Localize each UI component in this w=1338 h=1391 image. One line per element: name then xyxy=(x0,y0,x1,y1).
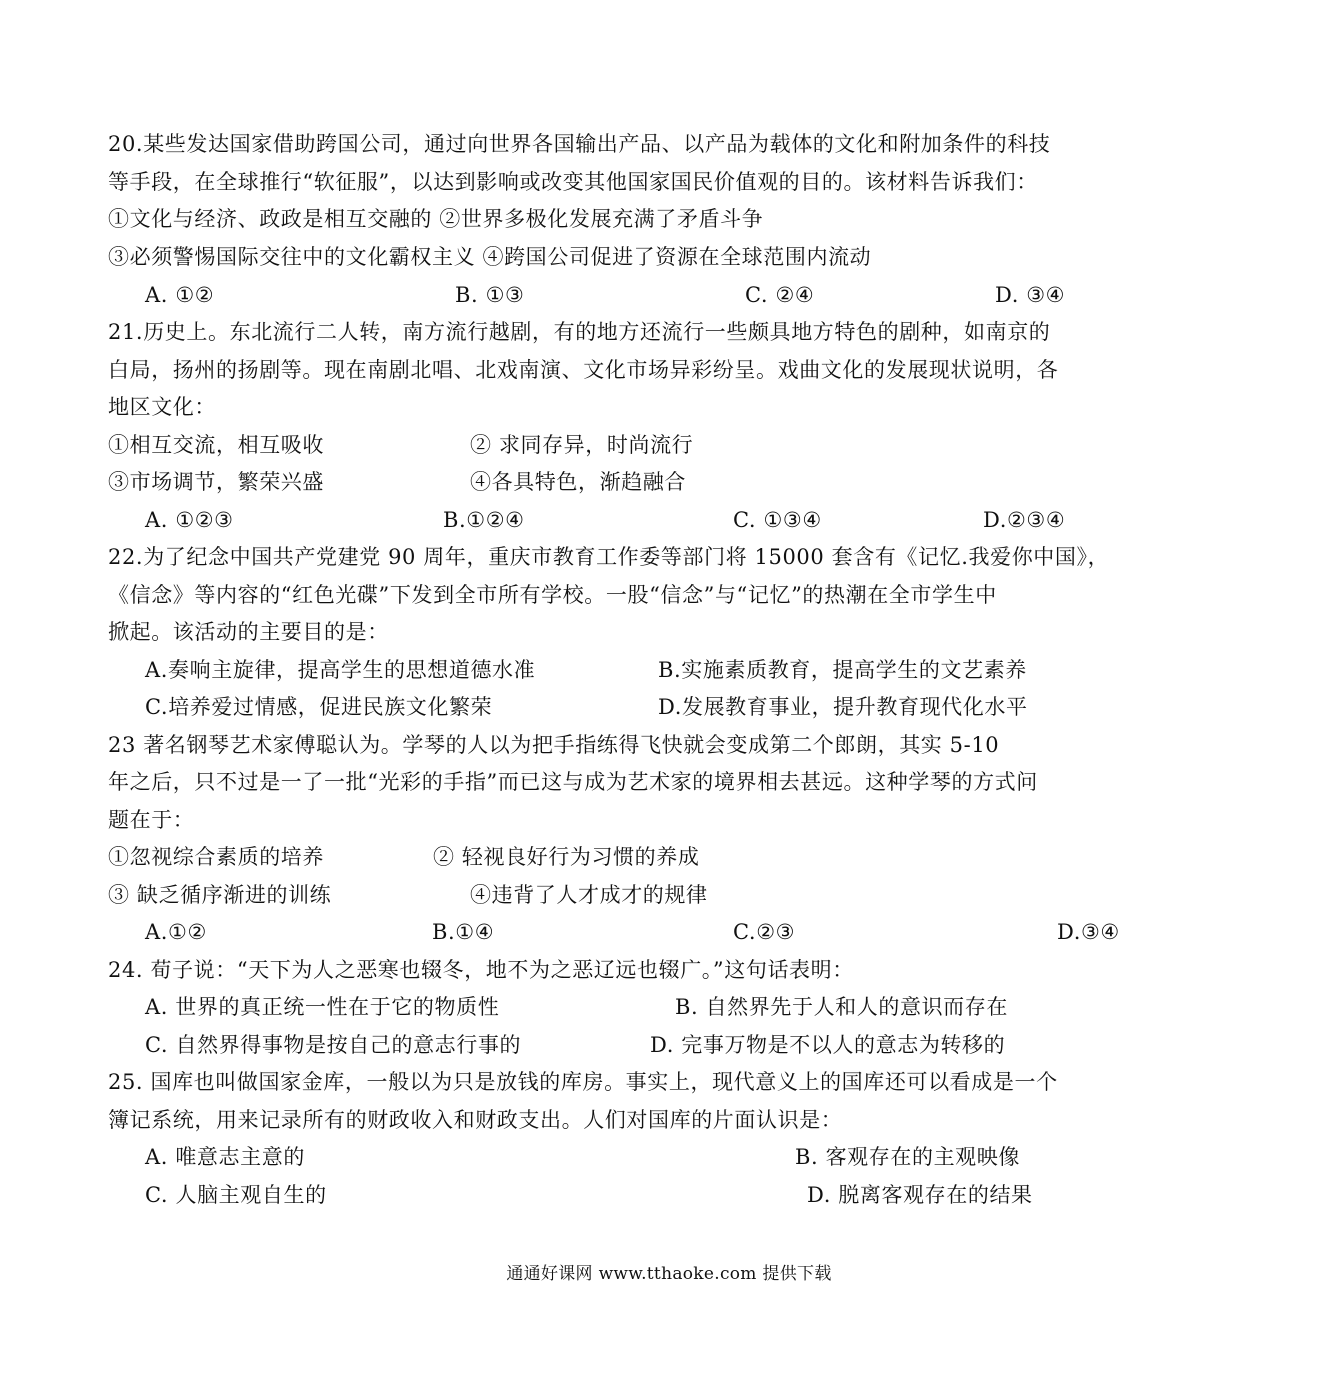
q21-choice-1: ①相互交流，相互吸收 xyxy=(108,433,324,457)
q22-option-a: A.奏响主旋律，提高学生的思想道德水准 xyxy=(145,658,536,682)
q21-stem-line-1: 21.历史上。东北流行二人转，南方流行越剧，有的地方还流行一些颇具地方特色的剧种，如南京的 xyxy=(108,320,1051,344)
q23-choice-4: ④违背了人才成才的规律 xyxy=(470,883,708,907)
q24-option-d: D. 完事万物是不以人的意志为转移的 xyxy=(650,1033,1006,1057)
q20-stem-line-2: 等手段，在全球推行“软征服”，以达到影响或改变其他国家国民价值观的目的。该材料告诉我们： xyxy=(108,170,1038,194)
q24-stem-line-1: 24. 荀子说：“天下为人之恶寒也辍冬，地不为之恶辽远也辍广。”这句话表明： xyxy=(108,958,854,982)
q20-option-a: A. ①② xyxy=(145,283,215,307)
q23-option-b: B.①④ xyxy=(432,920,495,944)
q20-stem-line-4: ③必须警惕国际交往中的文化霸权主义 ④跨国公司促进了资源在全球范围内流动 xyxy=(108,245,872,269)
q23-option-a: A.①② xyxy=(145,920,207,944)
q25-option-c: C. 人脑主观自生的 xyxy=(145,1183,327,1207)
q22-stem-line-2: 《信念》等内容的“红色光碟”下发到全市所有学校。一股“信念”与“记忆”的热潮在全市学生中 xyxy=(108,583,997,607)
q20-stem-line-1: 20.某些发达国家借助跨国公司，通过向世界各国输出产品、以产品为载体的文化和附加条件的科技 xyxy=(108,132,1051,156)
q25-option-b: B. 客观存在的主观映像 xyxy=(795,1145,1020,1169)
q22-option-d: D.发展教育事业，提升教育现代化水平 xyxy=(658,695,1028,719)
q21-option-c: C. ①③④ xyxy=(733,508,822,532)
q23-stem-line-2: 年之后，只不过是一了一批“光彩的手指”而已这与成为艺术家的境界相去甚远。这种学琴的方式问 xyxy=(108,770,1038,794)
q22-option-b: B.实施素质教育，提高学生的文艺素养 xyxy=(658,658,1027,682)
q21-option-b: B.①②④ xyxy=(443,508,525,532)
q24-option-c: C. 自然界得事物是按自己的意志行事的 xyxy=(145,1033,522,1057)
q23-stem-line-1: 23 著名钢琴艺术家傅聪认为。学琴的人以为把手指练得飞快就会变成第二个郎朗，其实 5-10 xyxy=(108,733,1000,757)
q22-stem-line-3: 掀起。该活动的主要目的是： xyxy=(108,620,389,644)
q23-option-c: C.②③ xyxy=(733,920,796,944)
q20-option-d: D. ③④ xyxy=(995,283,1066,307)
q21-choice-3: ③市场调节，繁荣兴盛 xyxy=(108,470,324,494)
q20-option-b: B. ①③ xyxy=(455,283,525,307)
q25-stem-line-1: 25. 国库也叫做国家金库，一般以为只是放钱的库房。事实上，现代意义上的国库还可以看成是一个 xyxy=(108,1070,1058,1094)
q21-option-a: A. ①②③ xyxy=(145,508,234,532)
q22-option-c: C.培养爱过情感，促进民族文化繁荣 xyxy=(145,695,493,719)
q20-stem-line-3: ①文化与经济、政政是相互交融的 ②世界多极化发展充满了矛盾斗争 xyxy=(108,207,764,231)
q23-choice-1: ①忽视综合素质的培养 xyxy=(108,845,324,869)
q23-choice-2: ② 轻视良好行为习惯的养成 xyxy=(433,845,700,869)
q21-choice-2: ② 求同存异，时尚流行 xyxy=(470,433,694,457)
q23-option-d: D.③④ xyxy=(1057,920,1120,944)
q20-option-c: C. ②④ xyxy=(745,283,815,307)
q25-option-d: D. 脱离客观存在的结果 xyxy=(807,1183,1033,1207)
q21-option-d: D.②③④ xyxy=(983,508,1066,532)
q21-stem-line-2: 白局，扬州的扬剧等。现在南剧北唱、北戏南演、文化市场异彩纷呈。戏曲文化的发展现状说明，各 xyxy=(108,358,1059,382)
q24-option-b: B. 自然界先于人和人的意识而存在 xyxy=(675,995,1008,1019)
q24-option-a: A. 世界的真正统一性在于它的物质性 xyxy=(145,995,500,1019)
q23-choice-3: ③ 缺乏循序渐进的训练 xyxy=(108,883,332,907)
q25-option-a: A. 唯意志主意的 xyxy=(145,1145,305,1169)
q25-stem-line-2: 簿记系统，用来记录所有的财政收入和财政支出。人们对国库的片面认识是： xyxy=(108,1108,843,1132)
q22-stem-line-1: 22.为了纪念中国共产党建党 90 周年，重庆市教育工作委等部门将 15000 套含有《记忆.我爱你中国》， xyxy=(108,545,1110,569)
page-footer: 通通好课网 www.tthaoke.com 提供下载 xyxy=(506,1264,832,1284)
q23-stem-line-3: 题在于： xyxy=(108,808,195,832)
q21-stem-line-3: 地区文化： xyxy=(108,395,216,419)
q21-choice-4: ④各具特色，渐趋融合 xyxy=(470,470,686,494)
